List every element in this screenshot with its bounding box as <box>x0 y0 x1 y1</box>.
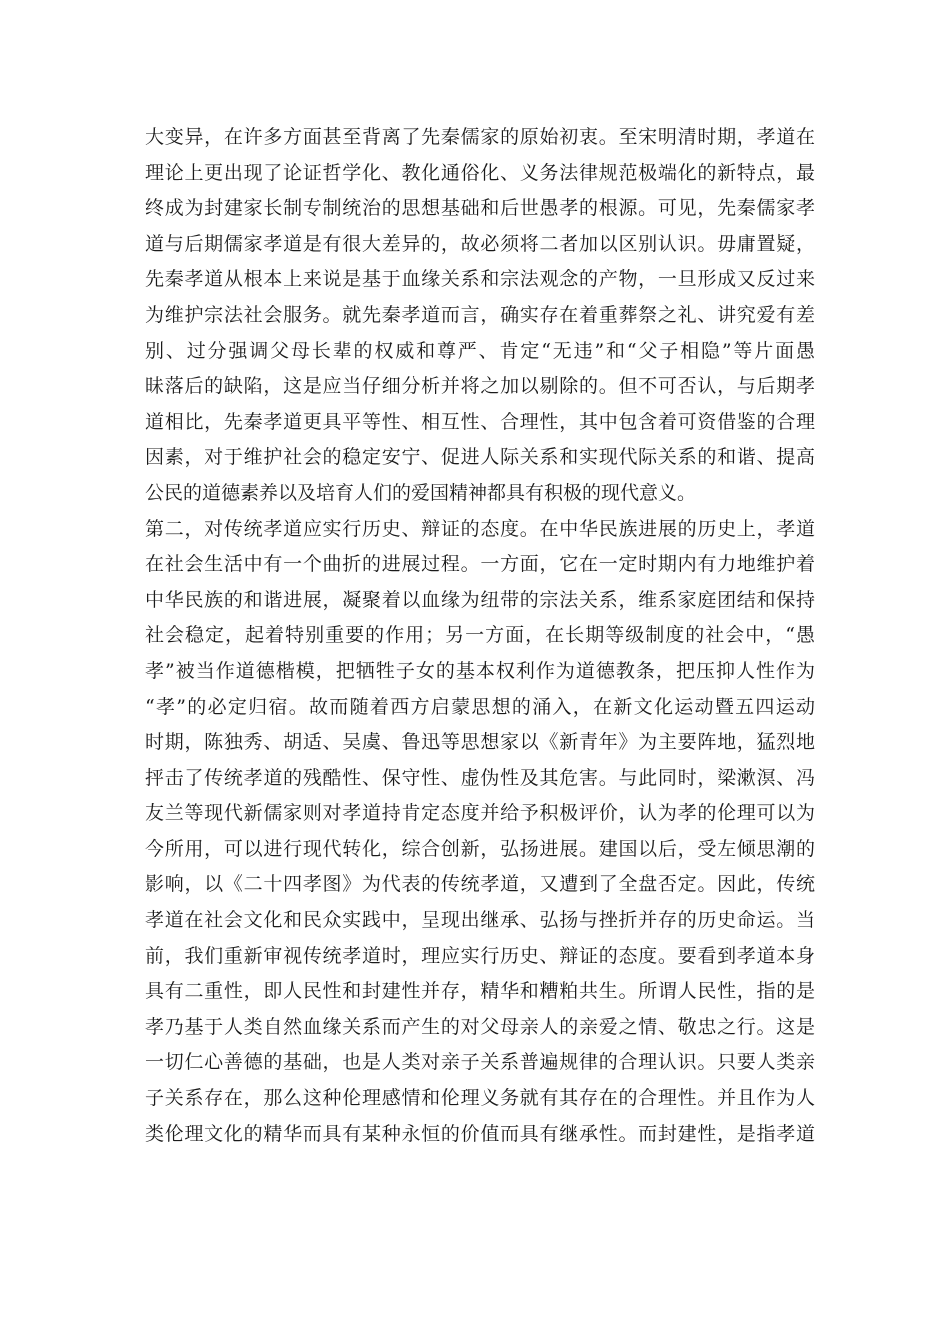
text-line: 大变异，在许多方面甚至背离了先秦儒家的原始初衷。至宋明清时期，孝道在 <box>145 126 815 148</box>
text-line: 昧落后的缺陷，这是应当仔细分析并将之加以剔除的。但不可否认，与后期孝 <box>145 375 815 398</box>
text-line: 第二，对传统孝道应实行历史、辩证的态度。在中华民族进展的历史上，孝道 <box>145 517 815 540</box>
text-line: 为维护宗法社会服务。就先秦孝道而言，确实存在着重葬祭之礼、讲究爱有差 <box>145 303 815 326</box>
text-line: 在社会生活中有一个曲折的进展过程。一方面，它在一定时期内有力地维护着 <box>145 553 815 576</box>
text-line: 具有二重性，即人民性和封建性并存，精华和糟粕共生。所谓人民性，指的是 <box>145 980 815 1003</box>
text-line: “孝”的必定归宿。故而随着西方启蒙思想的涌入，在新文化运动暨五四运动 <box>145 695 815 718</box>
text-line: 先秦孝道从根本上来说是基于血缘关系和宗法观念的产物，一旦形成又反过来 <box>145 268 815 291</box>
text-line: 抨击了传统孝道的残酷性、保守性、虚伪性及其危害。与此同时，梁漱溟、冯 <box>145 766 815 789</box>
text-line: 友兰等现代新儒家则对孝道持肯定态度并给予积极评价，认为孝的伦理可以为 <box>145 802 815 825</box>
paragraph-end-line: 公民的道德素养以及培育人们的爱国精神都具有积极的现代意义。 <box>145 481 697 504</box>
text-line: 影响，以《二十四孝图》为代表的传统孝道，又遭到了全盘否定。因此，传统 <box>145 873 815 896</box>
text-line: 孝乃基于人类自然血缘关系而产生的对父母亲人的亲爱之情、敬忠之行。这是 <box>145 1015 815 1038</box>
text-line: 时期，陈独秀、胡适、吴虞、鲁迅等思想家以《新青年》为主要阵地，猛烈地 <box>145 731 815 754</box>
text-line: 孝道在社会文化和民众实践中，呈现出继承、弘扬与挫折并存的历史命运。当 <box>145 909 815 932</box>
text-line: 道相比，先秦孝道更具平等性、相互性、合理性，其中包含着可资借鉴的合理 <box>145 410 815 433</box>
text-line: 理论上更出现了论证哲学化、教化通俗化、义务法律规范极端化的新特点，最 <box>145 161 815 184</box>
text-line: 今所用，可以进行现代转化，综合创新，弘扬进展。建国以后，受左倾思潮的 <box>145 837 815 860</box>
text-line: 别、过分强调父母长辈的权威和尊严、肯定“无违”和“父子相隐”等片面愚 <box>145 339 815 362</box>
body-text <box>145 120 815 1152</box>
text-line: 类伦理文化的精华而具有某种永恒的价值而具有继承性。而封建性，是指孝道 <box>145 1122 815 1145</box>
text-line: 中华民族的和谐进展，凝聚着以血缘为纽带的宗法关系，维系家庭团结和保持 <box>145 588 815 611</box>
text-line: 社会稳定，起着特别重要的作用；另一方面，在长期等级制度的社会中，“愚 <box>145 624 815 647</box>
text-line: 道与后期儒家孝道是有很大差异的，故必须将二者加以区别认识。毋庸置疑， <box>145 232 815 255</box>
text-line: 终成为封建家长制专制统治的思想基础和后世愚孝的根源。可见，先秦儒家孝 <box>145 197 815 220</box>
text-line: 孝”被当作道德楷模，把牺牲子女的基本权利作为道德教条，把压抑人性作为 <box>145 659 815 682</box>
text-line: 因素，对于维护社会的稳定安宁、促进人际关系和实现代际关系的和谐、提高 <box>145 446 815 469</box>
text-line: 前，我们重新审视传统孝道时，理应实行历史、辩证的态度。要看到孝道本身 <box>145 944 815 967</box>
text-line: 子关系存在，那么这种伦理感情和伦理义务就有其存在的合理性。并且作为人 <box>145 1087 815 1110</box>
text-line: 一切仁心善德的基础，也是人类对亲子关系普遍规律的合理认识。只要人类亲 <box>145 1051 815 1074</box>
